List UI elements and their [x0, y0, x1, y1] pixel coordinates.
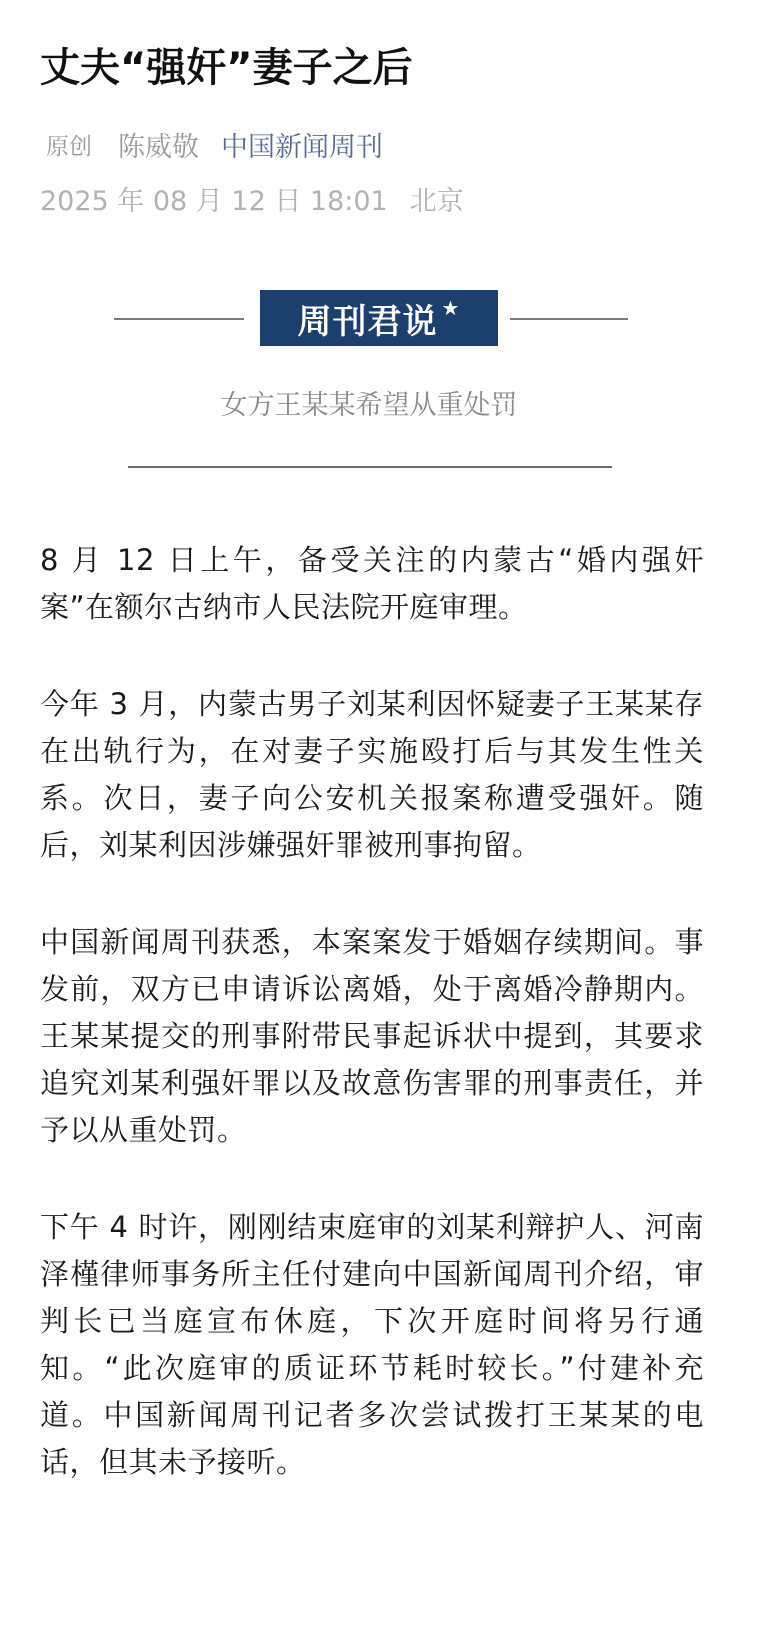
article-subtitle: 女方王某某希望从重处罚	[220, 390, 518, 421]
column-banner	[260, 290, 498, 346]
paragraph: 下午 4 时许，刚刚结束庭审的刘某利辩护人、河南泽槿律师事务所主任付建向中国新闻周刊介绍，审判长已当庭宣布休庭，下次开庭时间将另行通知。“此次庭审的质证环节耗时较长。”付建补充道。中国新闻周刊记者多次尝试拨打王某某的电话，但其未予接听。	[40, 1210, 704, 1479]
banner-label: 周刊君说	[297, 301, 438, 342]
author-name: 陈威敬	[118, 131, 199, 163]
paragraph: 今年 3 月，内蒙古男子刘某利因怀疑妻子王某某存在出轨行为，在对妻子实施殴打后与其发生性关系。次日，妻子向公安机关报案称遭受强奸。随后，刘某利因涉嫌强奸罪被刑事拘留。	[40, 687, 704, 862]
article-title: 丈夫“强奸”妻子之后	[40, 45, 413, 91]
banner-divider-right	[510, 318, 628, 320]
article-body	[40, 537, 704, 1536]
article-meta	[46, 124, 383, 164]
paragraph: 中国新闻周刊获悉，本案案发于婚姻存续期间。事发前，双方已申请诉讼离婚，处于离婚冷静期内。王某某提交的刑事附带民事起诉状中提到，其要求追究刘某利强奸罪以及故意伤害罪的刑事责任，并予以从重处罚。	[40, 925, 704, 1147]
publish-info	[40, 178, 464, 218]
publish-datetime: 2025 年 08 月 12 日 18:01	[40, 185, 388, 217]
source-account-link[interactable]: 中国新闻周刊	[221, 131, 383, 163]
subtitle-divider	[128, 466, 612, 468]
banner-divider-left	[114, 318, 244, 320]
publish-location: 北京	[409, 185, 464, 217]
star-icon: ★	[441, 296, 461, 320]
original-label: 原创	[46, 133, 92, 160]
paragraph: 8 月 12 日上午，备受关注的内蒙古“婚内强奸案”在额尔古纳市人民法院开庭审理。	[40, 543, 704, 624]
